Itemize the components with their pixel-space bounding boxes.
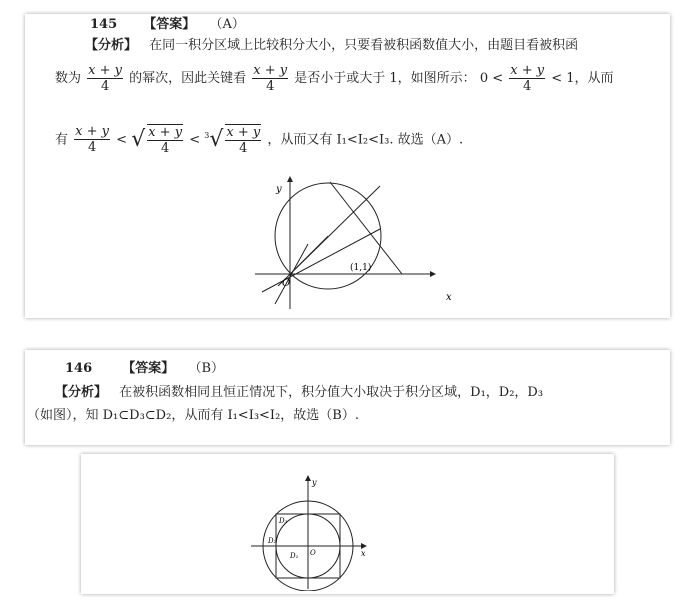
analysis-text: 在同一积分区域上比较积分大小，只要看被积函数值大小，由题目看被积函 — [149, 38, 579, 53]
analysis-text: 在被积函数相同且恒正情况下，积分值大小取决于积分区域，D₁，D₂，D₃ — [119, 385, 544, 400]
label-d1: D₁ — [290, 552, 299, 560]
fraction-denominator: 4 — [266, 79, 275, 94]
label-d3: D₃ — [279, 517, 288, 525]
tangent-line — [262, 229, 380, 292]
point-label: (1,1) — [350, 263, 372, 273]
sqrt-sign: √ — [131, 126, 146, 152]
problem-number: 145 — [90, 17, 118, 32]
text-suffix: ，从而又有 I₁<I₂<I₃. 故选（A）. — [267, 132, 464, 148]
analysis-line-3 — [55, 118, 463, 158]
y-axis-label: y — [276, 184, 282, 195]
inequality-left: 0 < — [479, 71, 504, 86]
y-axis-label: y — [312, 478, 317, 487]
analysis-line-1 — [55, 384, 543, 402]
y-axis-arrow — [305, 475, 311, 481]
less-than: < — [189, 132, 201, 148]
fraction-numerator: x + y — [148, 124, 183, 140]
y-axis-arrow — [287, 176, 293, 182]
fraction-numerator: x + y — [75, 124, 109, 140]
fraction-denominator: 4 — [161, 140, 170, 156]
fraction — [509, 63, 545, 94]
analysis-line-1 — [85, 37, 578, 55]
figure-145 — [250, 174, 460, 314]
less-than: < — [116, 132, 128, 148]
fraction — [225, 124, 261, 156]
fraction-denominator: 4 — [523, 79, 532, 94]
origin-label: O — [282, 278, 291, 289]
text-prefix: 数为 — [55, 71, 82, 86]
answer-card-145 — [25, 14, 670, 318]
fraction-numerator: x + y — [510, 63, 545, 78]
analysis-line-2 — [55, 62, 614, 96]
x-axis-label: x — [446, 292, 452, 303]
figure-146 — [241, 459, 441, 591]
fraction-denominator: 4 — [87, 140, 97, 156]
problem-number: 146 — [65, 361, 93, 376]
answer-choice: （B） — [188, 361, 224, 376]
text-mid: 的幂次，因此关键看 — [129, 71, 247, 86]
figure-card-146 — [81, 454, 614, 594]
analysis-tag: 【分析】 — [55, 385, 108, 400]
fraction-numerator: x + y — [88, 63, 122, 78]
analysis-line-2 — [27, 407, 359, 425]
x-axis-arrow — [430, 271, 436, 277]
radius-segment — [290, 236, 328, 274]
fraction — [74, 124, 110, 155]
answer-card-146 — [25, 350, 670, 445]
fraction — [147, 124, 183, 156]
line-x-plus-y-4 — [330, 182, 402, 274]
fraction-denominator: 4 — [239, 140, 248, 156]
fraction-denominator: 4 — [100, 79, 110, 94]
header-line — [90, 16, 245, 34]
text-after: 是否小于或大于 1，如图所示： — [294, 71, 476, 86]
analysis-tag: 【分析】 — [85, 38, 138, 53]
cube-root-sign: √ — [209, 126, 224, 152]
x-axis-label: x — [361, 549, 366, 558]
answer-choice: （A） — [209, 17, 245, 32]
fraction — [252, 63, 288, 94]
answer-tag: 【答案】 — [122, 361, 175, 376]
inequality-right: < 1，从而 — [551, 71, 614, 86]
label-d2: D₂ — [268, 537, 277, 545]
fraction-numerator: x + y — [226, 124, 261, 140]
answer-tag: 【答案】 — [143, 17, 196, 32]
fraction — [87, 63, 123, 94]
origin-label: O — [310, 549, 316, 557]
cube-root-index: 3 — [204, 131, 210, 140]
text-prefix: 有 — [55, 132, 69, 148]
analysis-text: （如图），知 D₁⊂D₃⊂D₂，从而有 I₁<I₃<I₂，故选（B）. — [27, 408, 359, 423]
fraction-numerator: x + y — [253, 63, 288, 78]
header-line — [65, 360, 224, 378]
